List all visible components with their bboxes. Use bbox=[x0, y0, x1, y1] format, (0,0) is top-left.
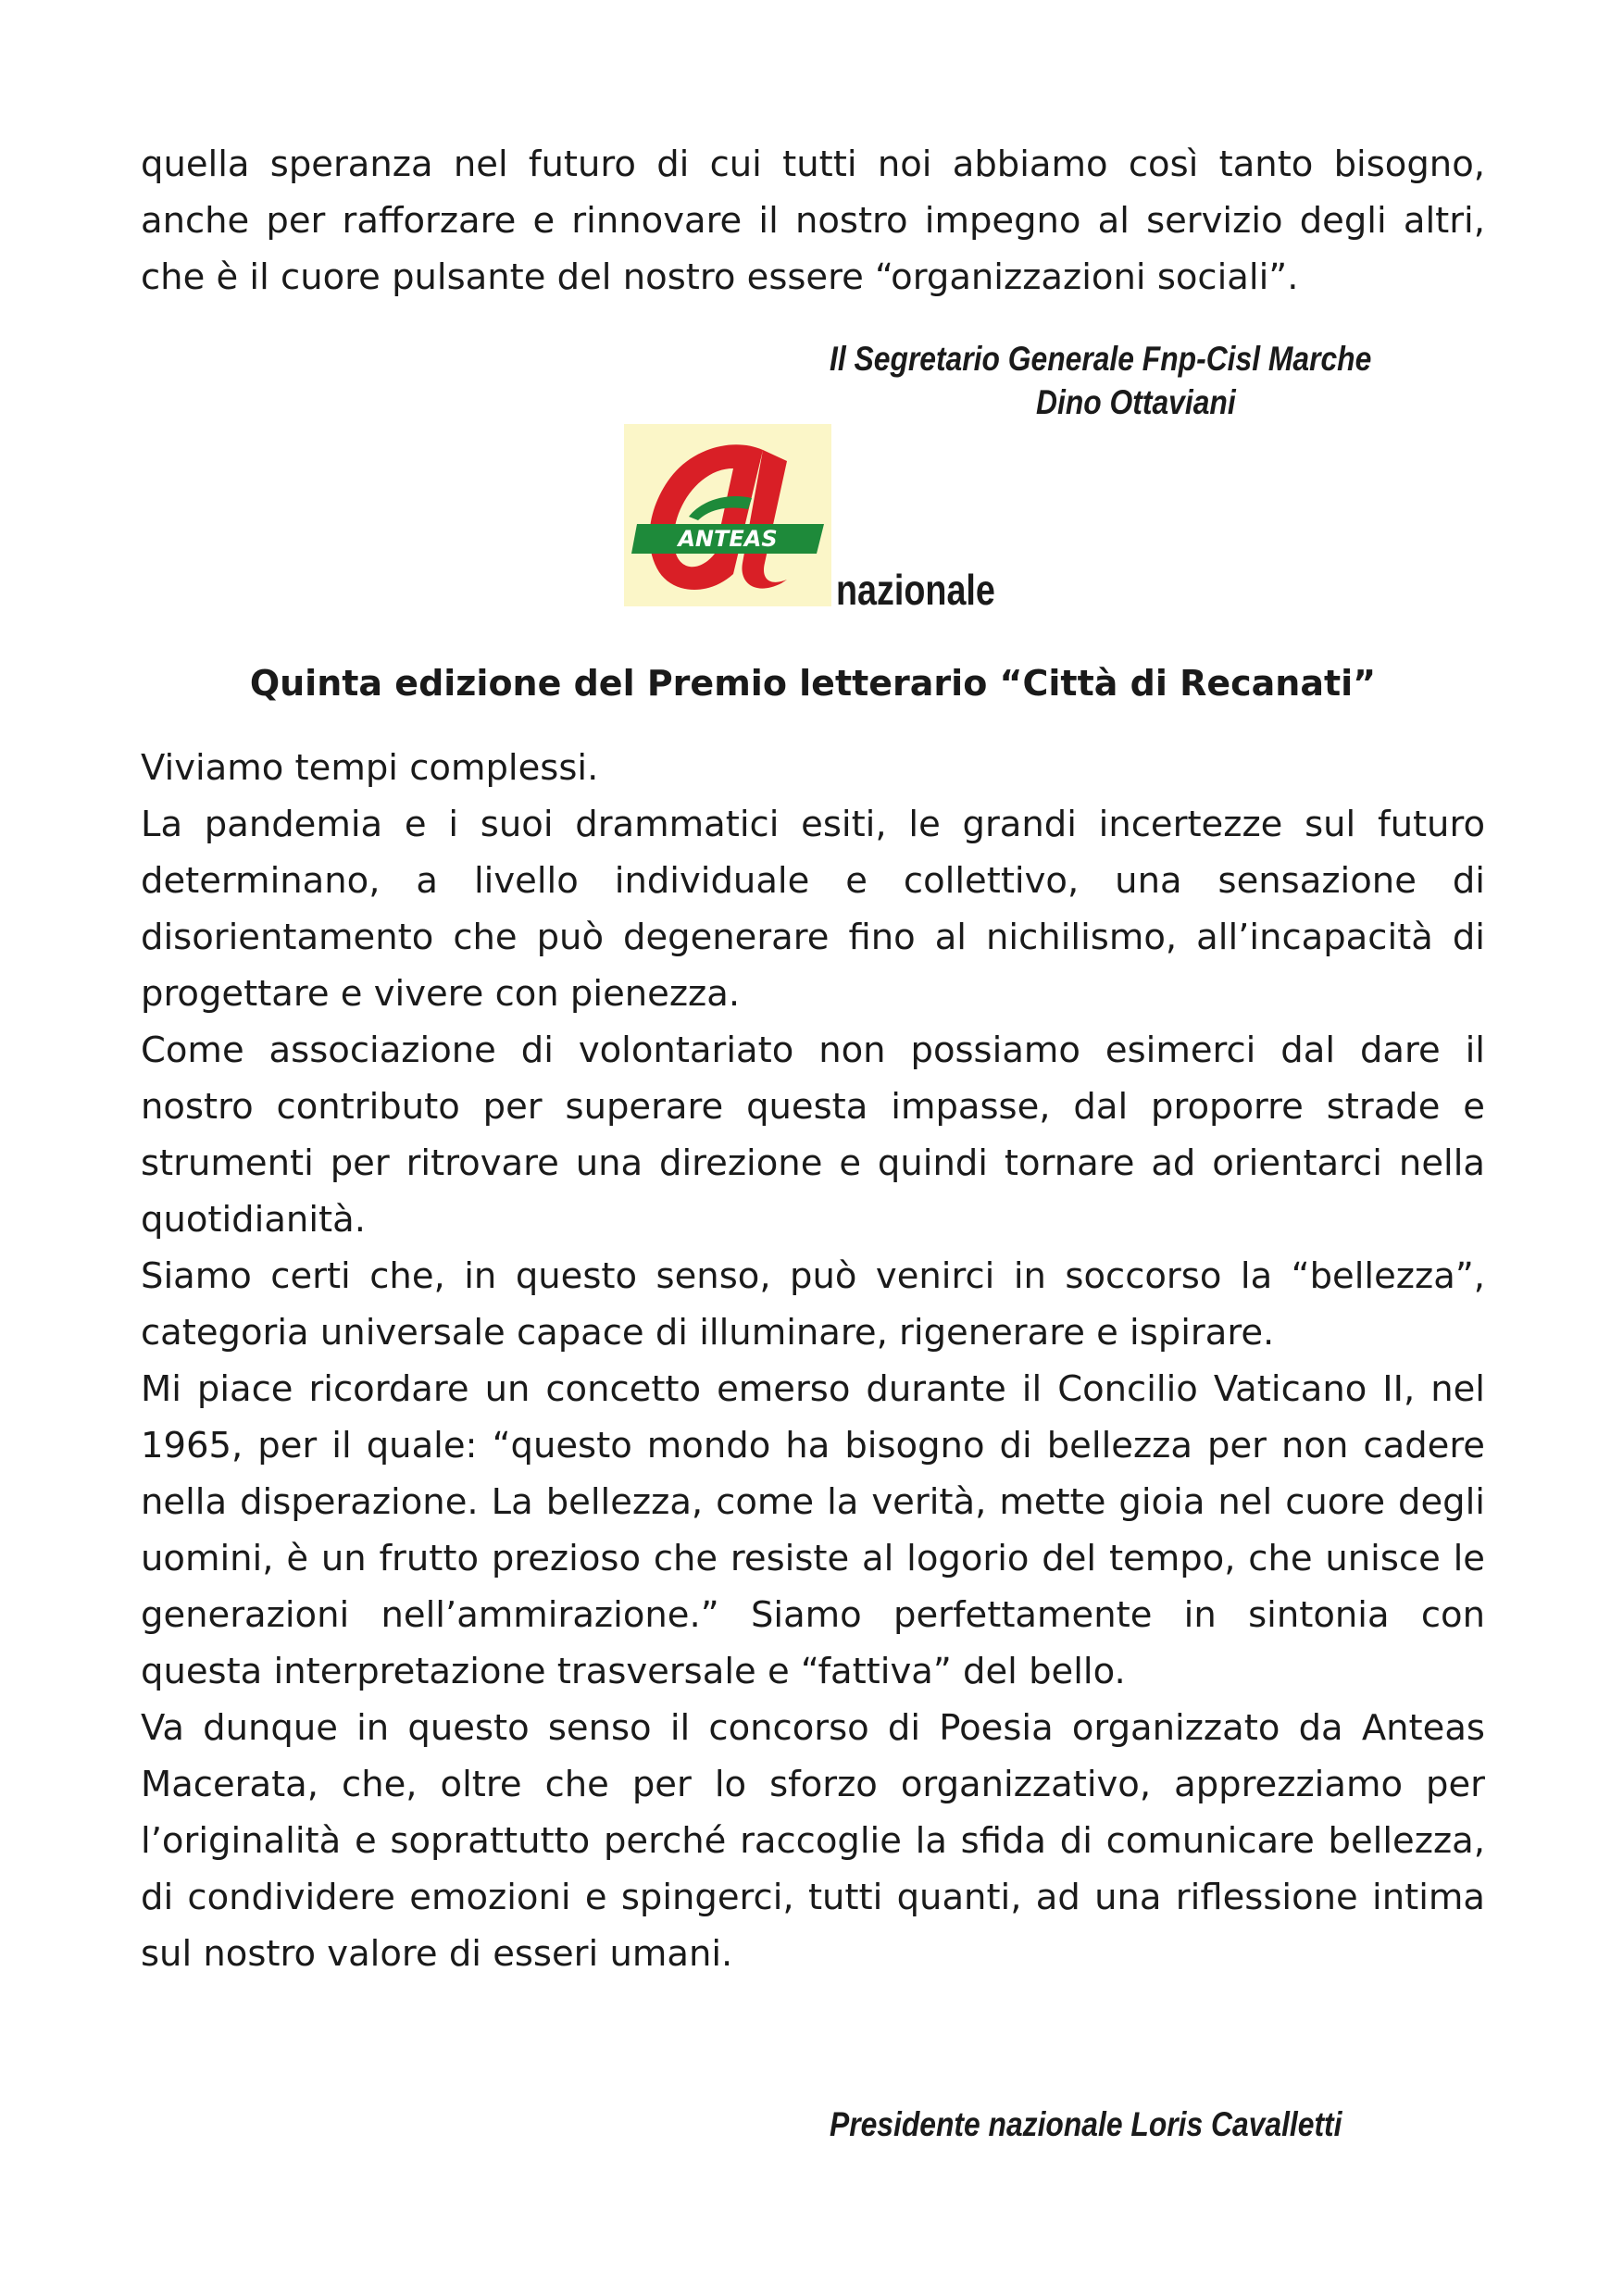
body-paragraph: Mi piace ricordare un concetto emerso durante il Concilio Vaticano II, nel 1965, per il quale: “questo mondo ha bisogno di bellezza per non cadere nella disperazione. La bellezza, come la verità, mette gioia nel cuore degli uomini, è un frutto prezioso che resiste al logorio del tempo, che unisce le generazioni nell’ammirazione.” Siamo perfettamente in sintonia con questa interpretazione trasversale e “fattiva” del bello. bbox=[141, 1368, 1485, 1692]
award-title: Quinta edizione del Premio letterario “Città di Recanati” bbox=[249, 663, 1377, 704]
logo-wordmark: nazionale bbox=[836, 566, 995, 614]
logo-badge-text: ANTEAS bbox=[678, 526, 778, 552]
body-paragraph: Siamo certi che, in questo senso, può venirci in soccorso la “bellezza”, categoria universale capace di illuminare, rigenerare e ispirare. bbox=[141, 1255, 1485, 1354]
body-paragraph: Va dunque in questo senso il concorso di Poesia organizzato da Anteas Macerata, che, oltre che per lo sforzo organizzativo, apprezziamo per l’originalità e soprattutto perché raccoglie la sfida di comunicare bellezza, di condividere emozioni e spingerci, tutti quanti, ad una riflessione intima sul nostro valore di esseri umani. bbox=[141, 1707, 1485, 1975]
intro-paragraph: quella speranza nel futuro di cui tutti noi abbiamo così tanto bisogno, anche per rafforzare e rinnovare il nostro impegno al servizio degli altri, che è il cuore pulsante del nostro essere “organizzazioni sociali”. bbox=[141, 144, 1485, 298]
anteas-logo bbox=[624, 424, 831, 606]
body-paragraph: Viviamo tempi complessi. bbox=[141, 747, 599, 789]
body-paragraph: Come associazione di volontariato non possiamo esimerci dal dare il nostro contributo per superare questa impasse, dal proporre strade e strumenti per ritrovare una direzione e quindi tornare ad orientarci nella quotidianità. bbox=[141, 1029, 1485, 1241]
signature-name: Dino Ottaviani bbox=[1036, 383, 1236, 421]
closing-signature: Presidente nazionale Loris Cavalletti bbox=[830, 2105, 1342, 2143]
signature-role: Il Segretario Generale Fnp-Cisl Marche bbox=[830, 340, 1372, 378]
anteas-logo-icon bbox=[624, 424, 831, 606]
body-text bbox=[141, 740, 1485, 1982]
body-paragraph: La pandemia e i suoi drammatici esiti, le grandi incertezze sul futuro determinano, a livello individuale e collettivo, una sensazione di disorientamento che può degenerare fino al nichilismo, all’incapacità di progettare e vivere con pienezza. bbox=[141, 804, 1485, 1015]
